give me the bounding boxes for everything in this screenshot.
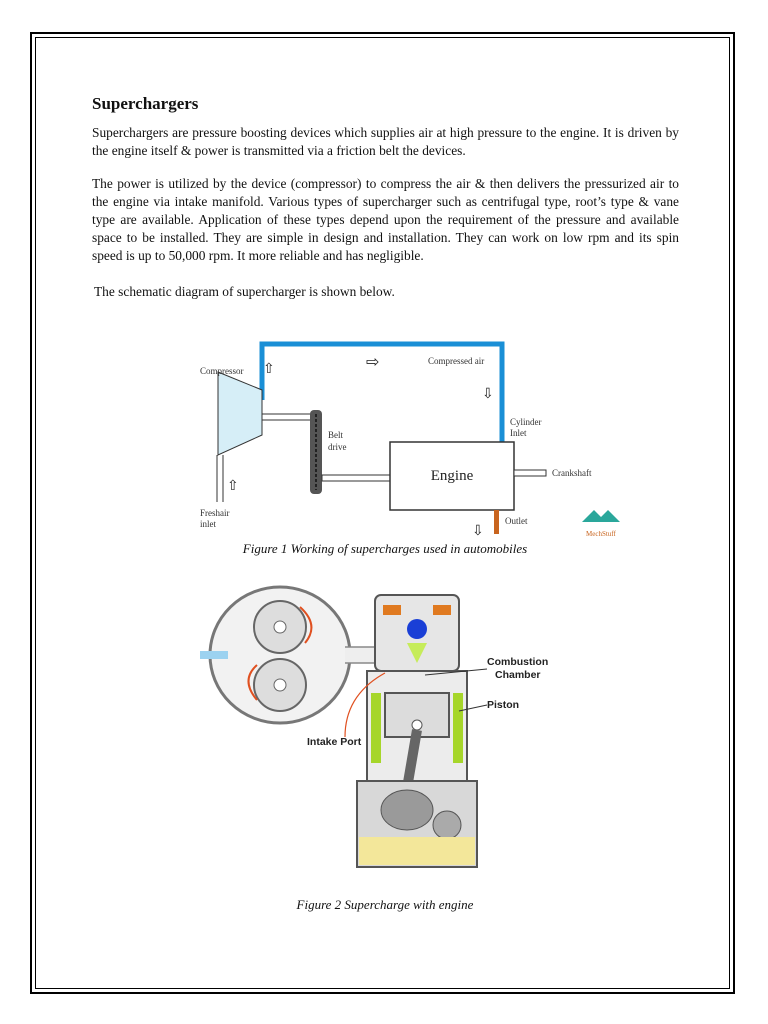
combustion-label-1: Combustion	[487, 656, 549, 668]
camshaft-icon	[407, 619, 427, 639]
figure-1-schematic	[190, 330, 650, 540]
intake-port-label: Intake Port	[307, 736, 362, 748]
compressor-body	[218, 372, 262, 455]
fresh-air-arrow-icon: ⇧	[227, 479, 239, 494]
combustion-label-2: Chamber	[495, 669, 541, 681]
engine-label: Engine	[430, 468, 474, 484]
mechstuff-logo-icon	[582, 510, 620, 522]
right-arrow-icon: ⇨	[366, 354, 380, 371]
belt-label-1: Belt	[328, 430, 343, 440]
compressor-label: Compressor	[200, 366, 244, 376]
crankshaft	[514, 470, 546, 476]
cylinder-liner-left	[371, 693, 381, 763]
compressor-shaft	[262, 414, 314, 420]
logo-text: MechStuff	[586, 530, 616, 538]
cylinder-inlet-label-2: Inlet	[510, 428, 527, 438]
paragraph-1: Superchargers are pressure boosting devices which supplies air at high pressure to the engine. It is driven by the engine itself & power is transmitted via a friction belt the devices.	[92, 125, 679, 158]
diagram-intro: The schematic diagram of supercharger is shown below.	[94, 284, 395, 299]
paragraph-2: The power is utilized by the device (compressor) to compress the air & then delivers the pressurized air to the engine via intake manifold. Various types of supercharger such as centrifugal type, root’s type & vane type are available. Application of these types depend upon the requirement of the pressure and available space to be installed. They are simple in design and installation. They can work on low rpm and its spin speed is up to 50,000 rpm. It more reliable and has negligible.	[92, 176, 679, 263]
fresh-air-label-1: Freshair	[200, 508, 230, 518]
outlet-label: Outlet	[505, 516, 528, 526]
air-inlet-arrow	[200, 651, 228, 659]
outlet-arrow-icon: ⇩	[472, 524, 484, 539]
figure-2-illustration	[195, 585, 595, 875]
crankshaft-label: Crankshaft	[552, 468, 592, 478]
figure-1-caption: Figure 1 Working of supercharges used in automobiles	[242, 541, 528, 556]
cylinder-liner-right	[453, 693, 463, 763]
oil-sump	[359, 837, 475, 865]
figure-2-caption: Figure 2 Supercharge with engine	[296, 897, 474, 912]
compressed-air-label: Compressed air	[428, 356, 485, 366]
exhaust-outlet	[494, 510, 499, 534]
up-arrow-icon: ⇧	[263, 362, 275, 377]
piston-label: Piston	[487, 699, 520, 711]
belt-label-2: drive	[328, 442, 347, 452]
page-title: Superchargers	[92, 94, 199, 113]
down-arrow-icon: ⇩	[482, 387, 494, 402]
cylinder-inlet-label-1: Cylinder	[510, 417, 542, 427]
fresh-air-label-2: inlet	[200, 519, 216, 529]
